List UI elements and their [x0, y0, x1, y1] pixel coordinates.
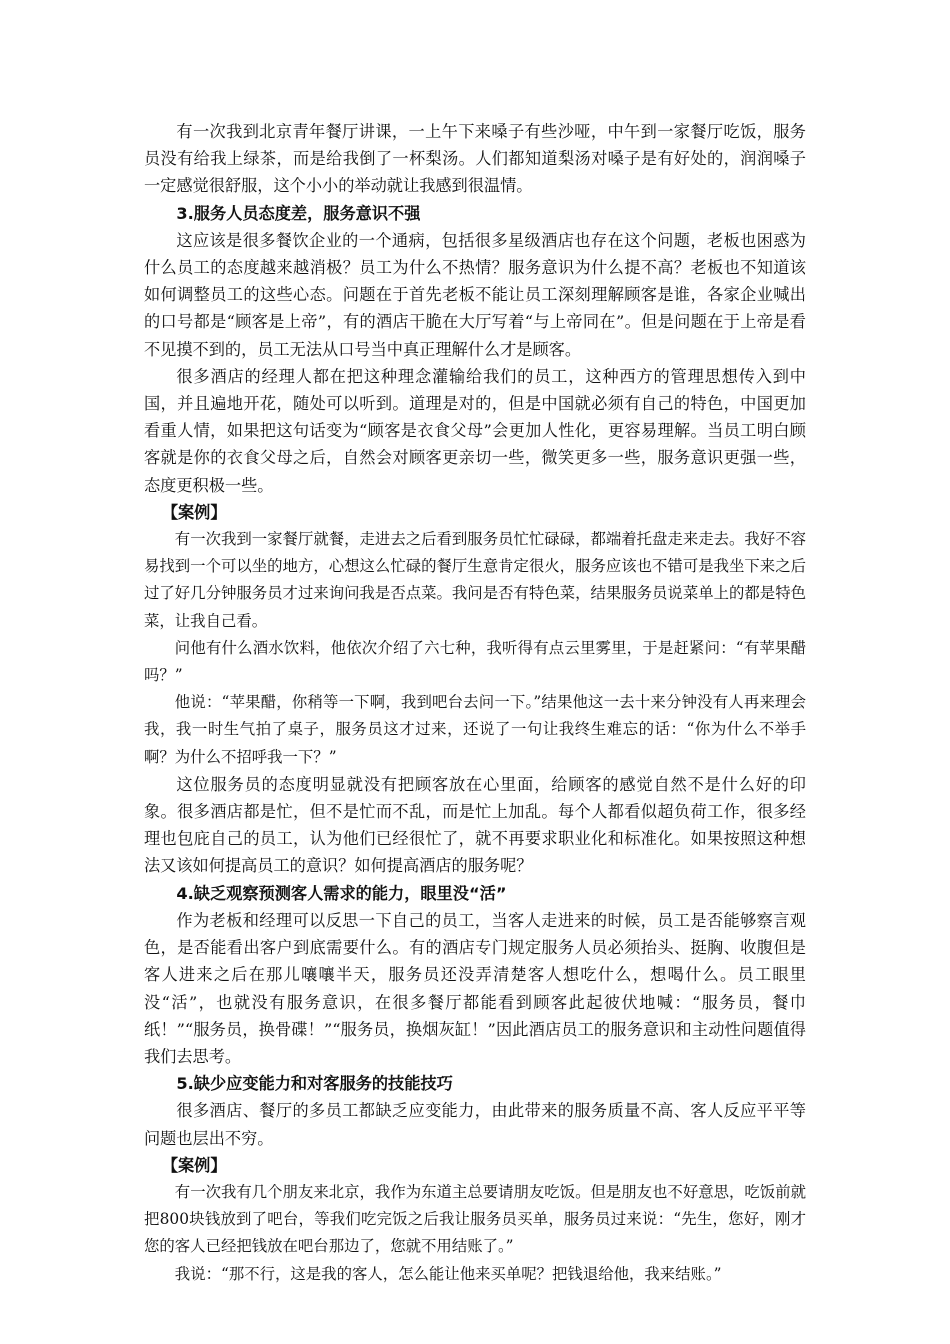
- heading-section-3: 3.服务人员态度差，服务意识不强: [176, 203, 421, 223]
- paragraph-pear-soup: 有一次我到北京青年餐厅讲课，一上午下来嗓子有些沙哑，中午到一家餐厅吃饭，服务员没有给我上绿茶，而是给我倒了一杯梨汤。人们都知道梨汤对嗓子是有好处的，润润嗓子一定感觉很舒服，这个小小的举动就让我感到很温情。: [144, 122, 806, 196]
- case-paragraph-restaurant: 有一次我到一家餐厅就餐，走进去之后看到服务员忙忙碌碌，都端着托盘走来走去。我好不容易找到一个可以坐的地方，心想这么忙碌的餐厅生意肯定很火，服务应该也不错可是我坐下来之后过了好几分钟服务员才过来询问我是否点菜。我问是否有特色菜，结果服务员说菜单上的都是特色菜，让我自己看。: [144, 530, 806, 630]
- paragraph-adaptability: 很多酒店、餐厅的多员工都缺乏应变能力，由此带来的服务质量不高、客人反应平平等问题也层出不穷。: [144, 1101, 806, 1148]
- document-page: [144, 118, 806, 1288]
- case-paragraph-drinks: 问他有什么酒水饮料，他依次介绍了六七种，我听得有点云里雾里，于是赶紧问：“有苹果醋吗？”: [144, 638, 806, 685]
- paragraph-observation: 作为老板和经理可以反思一下自己的员工，当客人走进来的时候，员工是否能够察言观色，是否能看出客户到底需要什么。有的酒店专门规定服务人员必须抬头、挺胸、收腹但是客人进来之后在那儿嚷嚷半天，服务员还没弄清楚客人想吃什么，想喝什么。员工眼里没“活”，也就没有服务意识，在很多餐厅都能看到顾客此起彼伏地喊：“服务员，餐巾纸！”“服务员，换骨碟！”“服务员，换烟灰缸！”因此酒店员工的服务意识和主动性问题值得我们去思考。: [144, 910, 806, 1066]
- paragraph-waiter-attitude: 这位服务员的态度明显就没有把顾客放在心里面，给顾客的感觉自然不是什么好的印象。很多酒店都是忙，但不是忙而不乱，而是忙上加乱。每个人都看似超负荷工作，很多经理也包庇自己的员工，认为他们已经很忙了，就不再要求职业化和标准化。如果按照这种想法又该如何提高员工的意识？如何提高酒店的服务呢？: [144, 774, 806, 876]
- case-paragraph-friends: 有一次我有几个朋友来北京，我作为东道主总要请朋友吃饭。但是朋友也不好意思，吃饭前就把800块钱放到了吧台，等我们吃完饭之后我让服务员买单，服务员过来说：“先生，您好，刚才您的客人已经把钱放在吧台那边了，您就不用结账了。”: [144, 1182, 806, 1256]
- case-paragraph-apple-vinegar: 他说：“苹果醋，你稍等一下啊，我到吧台去问一下。”结果他这一去十来分钟没有人再来理会我，我一时生气拍了桌子，服务员这才过来，还说了一句让我终生难忘的话：“你为什么不举手啊？为什么不招呼我一下？”: [144, 693, 806, 766]
- paragraph-western-concept: 很多酒店的经理人都在把这种理念灌输给我们的员工，这种西方的管理思想传入到中国，并且遍地开花，随处可以听到。道理是对的，但是中国就必须有自己的特色，中国更加看重人情，如果把这句话变为“顾客是衣食父母”会更加人性化，更容易理解。当员工明白顾客就是你的衣食父母之后，自然会对顾客更亲切一些，微笑更多一些，服务意识更强一些，态度更积极一些。: [144, 366, 806, 495]
- heading-section-5: 5.缺少应变能力和对客服务的技能技巧: [176, 1074, 453, 1094]
- case-paragraph-checkout: 我说：“那不行，这是我的客人，怎么能让他来买单呢？把钱退给他，我来结账。”: [174, 1264, 722, 1283]
- heading-section-4: 4.缺乏观察预测客人需求的能力，眼里没“活”: [176, 883, 507, 903]
- case-label: 【案例】: [161, 502, 227, 522]
- case-label-2: 【案例】: [161, 1155, 227, 1175]
- paragraph-common-problem: 这应该是很多餐饮企业的一个通病，包括很多星级酒店也存在这个问题，老板也困惑为什么员工的态度越来越消极？员工为什么不热情？服务意识为什么提不高？老板也不知道该如何调整员工的这些心态。问题在于首先老板不能让员工深刻理解顾客是谁，各家企业喊出的口号都是“顾客是上帝”，有的酒店干脆在大厅写着“与上帝同在”。但是问题在于上帝是看不见摸不到的，员工无法从口号当中真正理解什么才是顾客。: [144, 230, 806, 359]
